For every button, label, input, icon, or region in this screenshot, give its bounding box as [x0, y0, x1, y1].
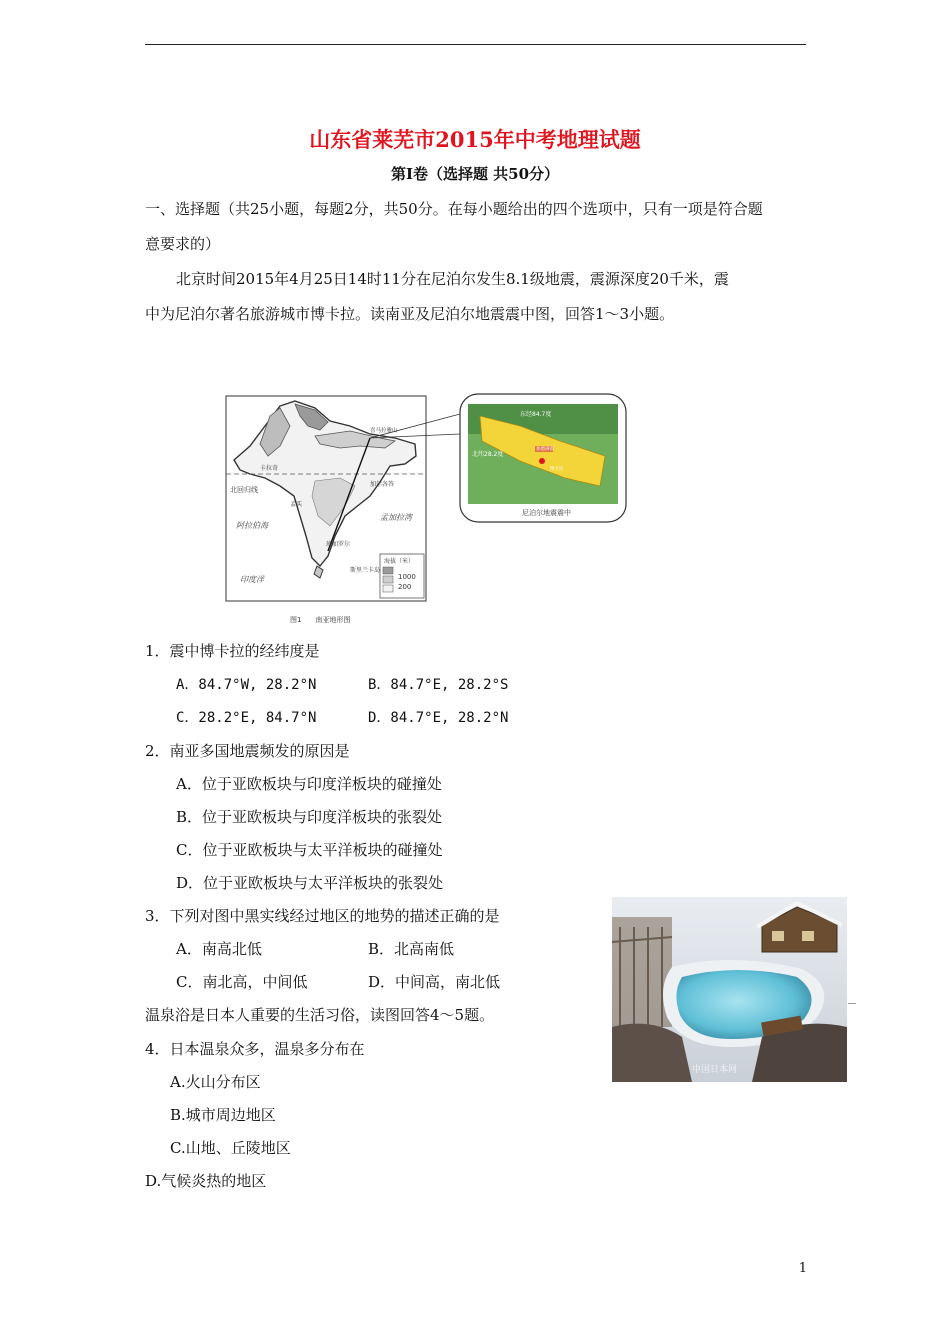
legend-1000: 1000 [398, 573, 416, 581]
arabian-sea-label: 阿拉伯海 [236, 521, 268, 530]
q2-option-a: A．位于亚欧板块与印度洋板块的碰撞处 [176, 775, 442, 793]
q3-option-b: B．北高南低 [368, 940, 455, 958]
q3-option-c: C．南北高，中间低 [176, 973, 308, 991]
q2-stem: 2．南亚多国地震频发的原因是 [145, 742, 350, 760]
q3-option-d: D．中间高，南北低 [368, 973, 501, 991]
karachi-label: 卡拉奇 [260, 465, 279, 472]
section-title: 第Ⅰ卷（选择题 共50分） [390, 165, 560, 183]
passage1-line2: 中为尼泊尔著名旅游城市博卡拉。读南亚及尼泊尔地震震中图，回答1～3小题。 [145, 305, 675, 323]
tropic-label: 北回归线 [230, 486, 258, 494]
page-title: 山东省莱芜市2015年中考地理试题 [309, 127, 641, 152]
inset-lon-label: 东经84.7度 [520, 411, 552, 418]
q3-stem: 3．下列对图中黑实线经过地区的地势的描述正确的是 [145, 907, 500, 925]
inset-caption: 尼泊尔地震震中 [522, 509, 571, 517]
sri-lanka-label: 斯里兰卡岛 [350, 567, 381, 574]
q2-option-c: C．位于亚欧板块与太平洋板块的碰撞处 [176, 841, 443, 859]
legend-200: 200 [398, 583, 412, 591]
page-number: 1 [798, 1261, 807, 1276]
photo-tick-mark [848, 1003, 856, 1004]
hot-spring-photo [612, 897, 847, 1082]
q4-option-c: C.山地、丘陵地区 [170, 1139, 291, 1157]
q3-option-a: A．南高北低 [176, 940, 262, 958]
q1-option-c: C．28.2°E, 84.7°N [176, 710, 317, 726]
q4-option-a: A.火山分布区 [170, 1073, 261, 1091]
photo-watermark: 中国日本网 [692, 1065, 738, 1075]
kolkata-label: 加尔各答 [370, 481, 395, 488]
q1-option-b: B．84.7°E, 28.2°S [368, 677, 509, 693]
instructions-line2: 意要求的） [145, 235, 221, 253]
inset-city1: 加德满都 [536, 447, 554, 452]
indian-ocean-label: 印度洋 [240, 575, 264, 584]
q2-option-b: B．位于亚欧板块与印度洋板块的张裂处 [176, 808, 443, 826]
legend-title: 海拔（米） [384, 558, 415, 565]
bay-of-bengal-label: 孟加拉湾 [380, 513, 412, 522]
q4-stem: 4．日本温泉众多，温泉多分布在 [145, 1040, 365, 1058]
figure1-caption: 图1 南亚地形图 [290, 616, 351, 624]
header-rule [145, 44, 806, 45]
himalaya-label: 喜马拉雅山 [370, 428, 398, 434]
passage1-line1: 北京时间2015年4月25日14时11分在尼泊尔发生8.1级地震，震源深度20千米，震 [176, 270, 729, 288]
inset-city2: 博卡拉 [550, 467, 564, 472]
south-asia-map-figure [220, 386, 630, 626]
bangalore-label: 班加罗尔 [326, 541, 351, 548]
q1-option-a: A．84.7°W, 28.2°N [176, 677, 317, 693]
q4-option-b: B.城市周边地区 [170, 1106, 276, 1124]
q4-option-d: D.气候炎热的地区 [145, 1172, 267, 1190]
passage2: 温泉浴是日本人重要的生活习俗，读图回答4～5题。 [145, 1006, 495, 1024]
q1-stem: 1．震中博卡拉的经纬度是 [145, 642, 320, 660]
q2-option-d: D．位于亚欧板块与太平洋板块的张裂处 [176, 874, 444, 892]
inset-lat-label: 北纬28.2度 [472, 451, 504, 458]
q1-option-d: D．84.7°E, 28.2°N [368, 710, 509, 726]
mumbai-label: 孟买 [290, 501, 303, 508]
epicenter-dot [539, 458, 545, 464]
instructions-line1: 一、选择题（共25小题，每题2分，共50分。在每小题给出的四个选项中，只有一项是符合题 [145, 200, 763, 218]
